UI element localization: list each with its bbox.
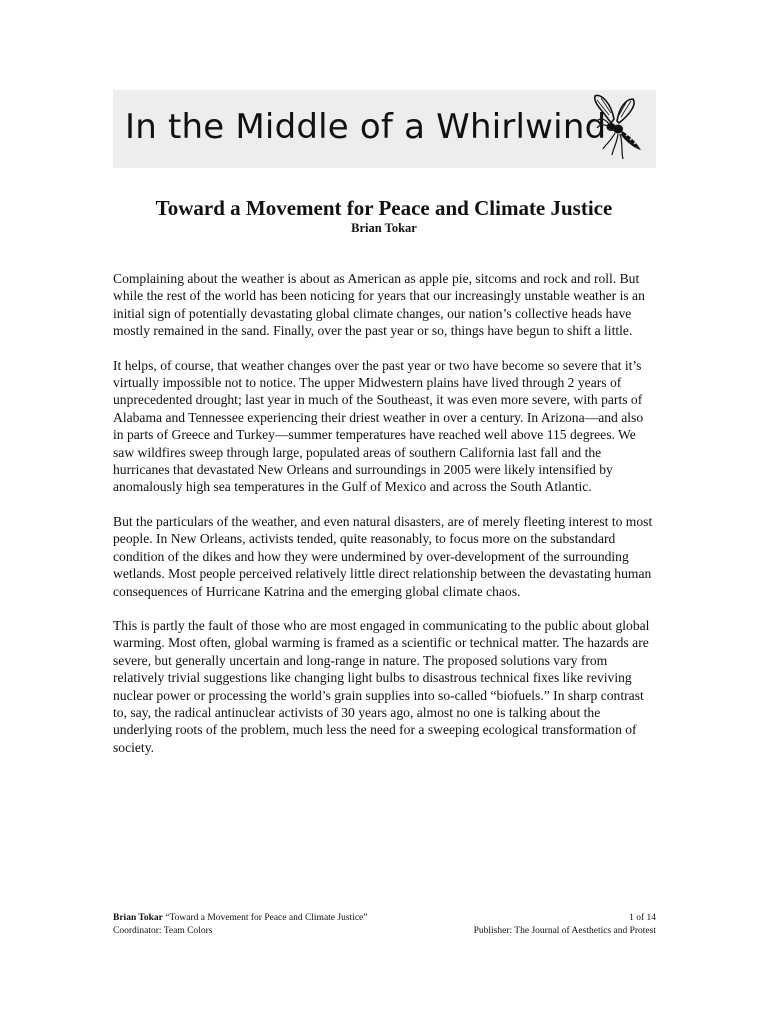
- page-number: 1 of 14: [629, 913, 656, 923]
- page-footer: [113, 912, 656, 938]
- article-author: Brian Tokar: [351, 221, 417, 235]
- footer-citation: [113, 912, 367, 925]
- paragraph: It helps, of course, that weather changes over the past year or two have become so severe that it’s virtually impossible not to notice. The upper Midwestern plains have lived through 2 years of unprecedented drought; last year in much of the Southeast, it was even more severe, with parts of Alabama and Tennessee experiencing their driest weather in over a century. In Arizona—and also in parts of Greece and Turkey—summer temperatures have reached well above 115 degrees. We saw wildfires sweep through large, populated areas of southern California last fall and the hurricanes that devastated New Orleans and surroundings in 2005 were likely intensified by anomalously high sea temperatures in the Gulf of Mexico and across the South Atlantic.: [113, 357, 644, 495]
- paragraph: Complaining about the weather is about as American as apple pie, sitcoms and rock and roll. But while the rest of the world has been noticing for years that our increasingly unstable weather is an initial sign of potentially devastating global climate changes, our nation’s collective heads have mostly remained in the sand. Finally, over the past year or so, things have begun to shift a little.: [113, 271, 645, 339]
- article-title: Toward a Movement for Peace and Climate Justice: [155, 196, 613, 220]
- paragraph: This is partly the fault of those who are most engaged in communicating to the public about global warming. Most often, global warming is framed as a scientific or technical matter. The hazards are severe, but generally uncertain and long-range in nature. The proposed solutions vary from relatively trivial suggestions like changing light bulbs to disastrous technical fixes like reviving nuclear power or processing the world’s grain supplies into so-called “biofuels.” In sharp contrast to, say, the radical antinuclear activists of 30 years ago, almost no one is talking about the underlying roots of the problem, much less the need for a sweeping ecological transformation of society.: [113, 617, 650, 755]
- footer-article-title: “Toward a Movement for Peace and Climate Justice”: [165, 913, 368, 923]
- header-banner: [113, 90, 656, 168]
- footer-author: Brian Tokar: [113, 913, 163, 923]
- wasp-icon: [581, 93, 653, 165]
- footer-publisher: Publisher: The Journal of Aesthetics and Protest: [473, 926, 656, 936]
- article-body: [113, 270, 653, 773]
- banner-title: In the Middle of a Whirlwind: [125, 107, 607, 147]
- paragraph: But the particulars of the weather, and even natural disasters, are of merely fleeting interest to most people. In New Orleans, activists tended, quite reasonably, to focus more on the substandard condition of the dikes and how they were undermined by over-development of the surrounding wetlands. Most people perceived relatively little direct relationship between the devastating human consequences of Hurricane Katrina and the emerging global climate chaos.: [113, 513, 653, 599]
- footer-coordinator: Coordinator: Team Colors: [113, 926, 213, 936]
